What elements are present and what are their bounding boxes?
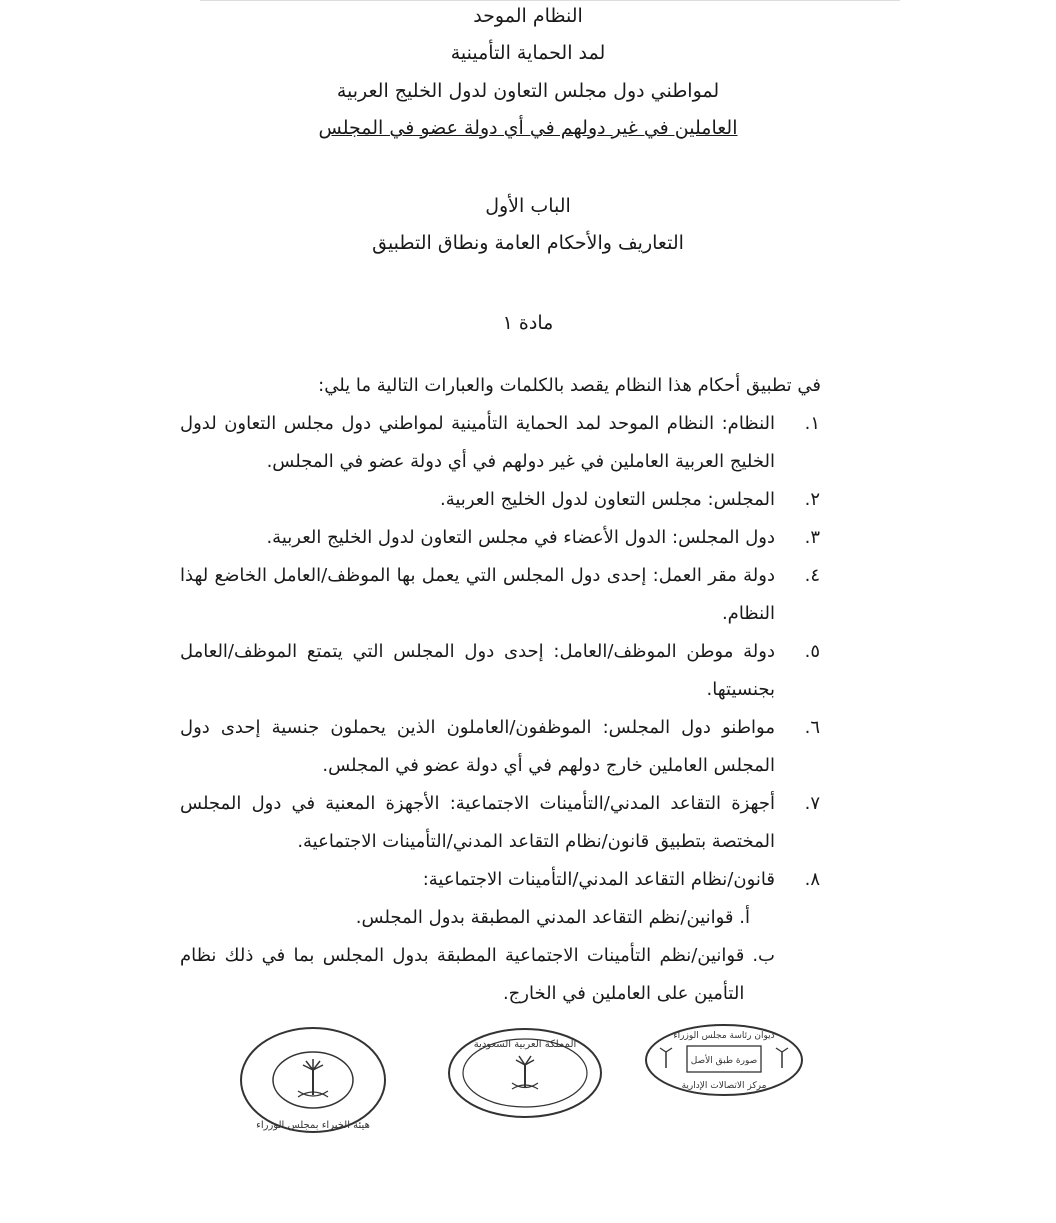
chapter-title: الباب الأول: [485, 195, 571, 217]
sub-item-label: أ.: [739, 907, 750, 928]
kingdom-seal: [445, 1025, 605, 1120]
seal-right-mid-text: صورة طبق الأصل: [690, 1056, 758, 1066]
chapter-subtitle: التعاريف والأحكام العامة ونطاق التطبيق: [372, 232, 684, 254]
item-number: ٨.: [804, 869, 820, 890]
item-text: قانون/نظام التقاعد المدني/التأمينات الاجتماعية:: [422, 869, 775, 890]
list-item: [180, 481, 820, 519]
sub-item-text: قوانين/نظم التأمينات الاجتماعية المطبقة بدول المجلس بما في ذلك نظام التأمين على العاملين في الخارج.: [180, 945, 745, 1004]
header-line-3: لمواطني دول مجلس التعاون لدول الخليج العربية: [336, 80, 720, 102]
item-text: دول المجلس: الدول الأعضاء في مجلس التعاون لدول الخليج العربية.: [266, 527, 775, 548]
palm-swords-emblem-icon: [512, 1056, 538, 1089]
sub-item-b: [180, 937, 775, 1013]
list-item: [180, 405, 820, 481]
article-heading: مادة ١: [502, 312, 554, 334]
item-text: دولة موطن الموظف/العامل: إحدى دول المجلس التي يتمتع الموظف/العامل بجنسيتها.: [180, 641, 775, 700]
cabinet-office-seal: [642, 1022, 807, 1097]
list-item: [180, 861, 820, 899]
list-item: [180, 709, 820, 785]
scan-edge-line: [200, 0, 900, 1]
item-number: ٥.: [804, 641, 820, 662]
sub-item-a: [180, 899, 750, 937]
list-item: [180, 633, 820, 709]
list-item: [180, 519, 820, 557]
list-item: [180, 557, 820, 633]
header-line-1: النظام الموحد: [473, 5, 583, 27]
seal-right-top-text: ديوان رئاسة مجلس الوزراء: [673, 1031, 775, 1041]
sub-item-text: قوانين/نظم التقاعد المدني المطبقة بدول المجلس.: [355, 907, 734, 928]
item-text: المجلس: مجلس التعاون لدول الخليج العربية.: [440, 489, 775, 510]
header-line-4: العاملين في غير دولهم في أي دولة عضو في المجلس: [318, 117, 738, 139]
seal-middle-text: المملكة العربية السعودية: [473, 1039, 577, 1050]
definitions-list: [180, 405, 820, 1013]
item-number: ١.: [804, 413, 820, 434]
item-number: ٦.: [804, 717, 820, 738]
item-text: النظام: النظام الموحد لمد الحماية التأمينية لمواطني دول مجلس التعاون لدول الخليج العربية العاملين في غير دولهم في أي دولة عضو في المجلس.: [180, 413, 775, 472]
item-number: ٢.: [804, 489, 820, 510]
seal-right-bottom-text: مركز الاتصالات الإدارية: [681, 1081, 767, 1091]
sub-item-label: ب.: [752, 945, 775, 966]
item-number: ٣.: [804, 527, 820, 548]
article-intro: في تطبيق أحكام هذا النظام يقصد بالكلمات والعبارات التالية ما يلي:: [318, 375, 821, 396]
list-item: [180, 785, 820, 861]
palm-swords-emblem-icon: [298, 1059, 328, 1097]
experts-commission-seal: [238, 1025, 388, 1135]
item-number: ٤.: [804, 565, 820, 586]
item-text: أجهزة التقاعد المدني/التأمينات الاجتماعية: الأجهزة المعنية في دول المجلس المختصة بتطبيق قانون/نظام التقاعد المدني/التأمينات الاجتماعية.: [180, 793, 775, 852]
item-text: مواطنو دول المجلس: الموظفون/العاملون الذين يحملون جنسية إحدى دول المجلس العاملين خارج دولهم في أي دولة عضو في المجلس.: [180, 717, 775, 776]
item-number: ٧.: [804, 793, 820, 814]
item-text: دولة مقر العمل: إحدى دول المجلس التي يعمل بها الموظف/العامل الخاضع لهذا النظام.: [180, 565, 775, 624]
header-line-2: لمد الحماية التأمينية: [450, 42, 606, 64]
seal-left-text: هيئة الخبراء بمجلس الوزراء: [256, 1120, 370, 1131]
